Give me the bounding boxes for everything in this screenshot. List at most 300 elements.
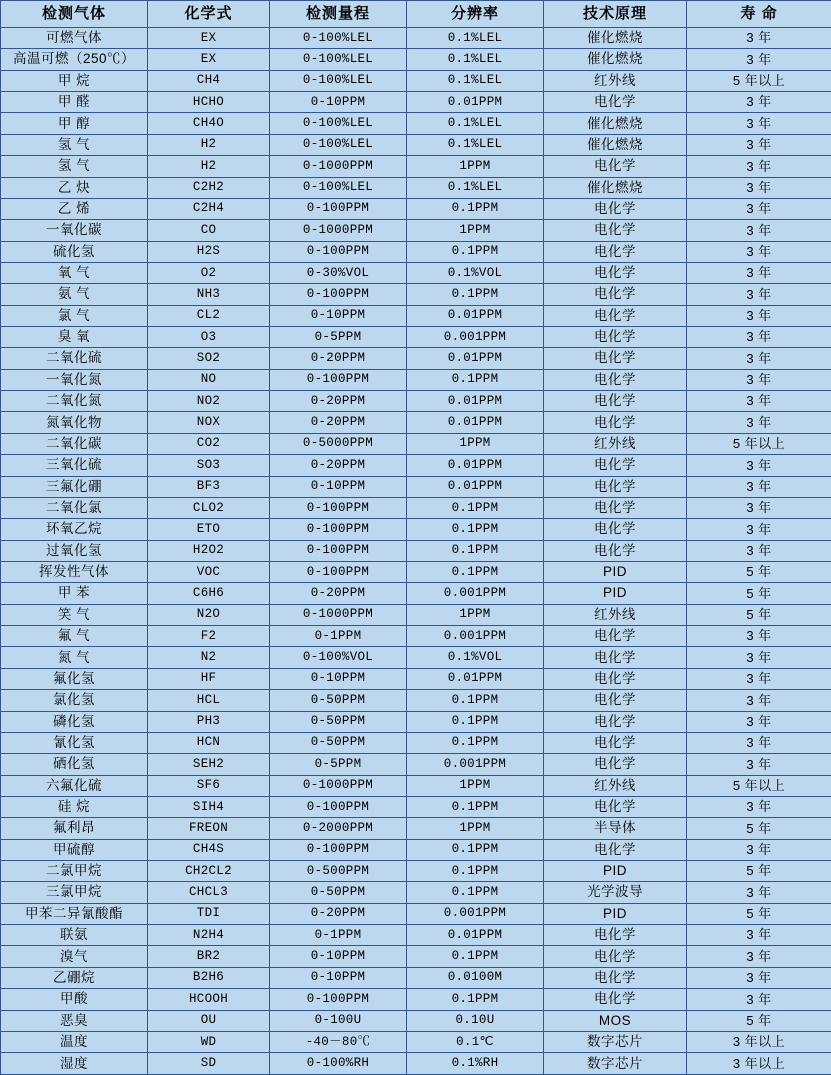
cell-detection-range: 0-100%RH <box>270 1053 407 1075</box>
table-row <box>1 561 831 582</box>
cell-gas-name: 二氧化碳 <box>1 433 148 454</box>
cell-lifetime: 3 年 <box>687 327 831 348</box>
cell-technical-principle: 光学波导 <box>544 882 687 903</box>
cell-technical-principle: 电化学 <box>544 626 687 647</box>
cell-detection-range: 0-10PPM <box>270 92 407 113</box>
cell-gas-name: 氟利昂 <box>1 818 148 839</box>
table-row <box>1 391 831 412</box>
cell-lifetime: 3 年 <box>687 134 831 155</box>
table-row <box>1 92 831 113</box>
cell-technical-principle: 电化学 <box>544 690 687 711</box>
cell-technical-principle: 电化学 <box>544 92 687 113</box>
cell-detection-range: 0-1PPM <box>270 925 407 946</box>
table-row <box>1 1010 831 1031</box>
cell-lifetime: 3 年 <box>687 284 831 305</box>
cell-detection-range: 0-100PPM <box>270 497 407 518</box>
cell-gas-name: 氰化氢 <box>1 732 148 753</box>
cell-detection-range: 0-100PPM <box>270 198 407 219</box>
cell-resolution: 0.1PPM <box>407 732 544 753</box>
cell-detection-range: 0-100%LEL <box>270 134 407 155</box>
cell-resolution: 0.1PPM <box>407 561 544 582</box>
cell-gas-name: 乙硼烷 <box>1 967 148 988</box>
table-row <box>1 1031 831 1052</box>
table-row <box>1 903 831 924</box>
cell-technical-principle: 电化学 <box>544 241 687 262</box>
cell-technical-principle: 红外线 <box>544 70 687 91</box>
cell-gas-name: 甲苯二异氰酸酯 <box>1 903 148 924</box>
cell-detection-range: 0-50PPM <box>270 882 407 903</box>
cell-technical-principle: 催化燃烧 <box>544 134 687 155</box>
cell-lifetime: 3 年 <box>687 668 831 689</box>
cell-lifetime: 5 年 <box>687 861 831 882</box>
table-row <box>1 540 831 561</box>
cell-resolution: 0.1%LEL <box>407 113 544 134</box>
table-row <box>1 1053 831 1075</box>
cell-technical-principle: PID <box>544 561 687 582</box>
cell-lifetime: 3 年以上 <box>687 1053 831 1075</box>
cell-resolution: 1PPM <box>407 775 544 796</box>
cell-lifetime: 3 年 <box>687 262 831 283</box>
cell-gas-name: 笑 气 <box>1 604 148 625</box>
cell-chemical-formula: OU <box>148 1010 270 1031</box>
cell-gas-name: 臭 氧 <box>1 327 148 348</box>
cell-detection-range: 0-10PPM <box>270 476 407 497</box>
cell-detection-range: 0-1PPM <box>270 626 407 647</box>
cell-resolution: 0.01PPM <box>407 305 544 326</box>
cell-technical-principle: 电化学 <box>544 476 687 497</box>
cell-chemical-formula: FREON <box>148 818 270 839</box>
cell-technical-principle: 电化学 <box>544 839 687 860</box>
cell-technical-principle: 电化学 <box>544 925 687 946</box>
cell-detection-range: 0-100%VOL <box>270 647 407 668</box>
table-row <box>1 967 831 988</box>
cell-gas-name: 甲 醛 <box>1 92 148 113</box>
cell-chemical-formula: EX <box>148 49 270 70</box>
cell-chemical-formula: CO <box>148 220 270 241</box>
cell-technical-principle: 电化学 <box>544 519 687 540</box>
cell-gas-name: 氯 气 <box>1 305 148 326</box>
cell-resolution: 0.1PPM <box>407 711 544 732</box>
cell-lifetime: 3 年 <box>687 925 831 946</box>
cell-resolution: 0.1PPM <box>407 989 544 1010</box>
cell-chemical-formula: NOX <box>148 412 270 433</box>
cell-resolution: 1PPM <box>407 220 544 241</box>
cell-resolution: 0.1℃ <box>407 1031 544 1052</box>
cell-detection-range: 0-10PPM <box>270 946 407 967</box>
table-row <box>1 690 831 711</box>
cell-detection-range: 0-100%LEL <box>270 113 407 134</box>
cell-resolution: 0.1%VOL <box>407 262 544 283</box>
cell-technical-principle: PID <box>544 861 687 882</box>
cell-gas-name: 硫化氢 <box>1 241 148 262</box>
cell-lifetime: 5 年 <box>687 903 831 924</box>
cell-gas-name: 环氧乙烷 <box>1 519 148 540</box>
cell-gas-name: 磷化氢 <box>1 711 148 732</box>
table-row <box>1 262 831 283</box>
cell-technical-principle: 电化学 <box>544 540 687 561</box>
cell-gas-name: 甲 烷 <box>1 70 148 91</box>
cell-technical-principle: PID <box>544 583 687 604</box>
cell-gas-name: 高温可燃（250℃） <box>1 49 148 70</box>
cell-lifetime: 3 年 <box>687 220 831 241</box>
cell-technical-principle: 电化学 <box>544 732 687 753</box>
cell-technical-principle: 电化学 <box>544 946 687 967</box>
table-row <box>1 775 831 796</box>
cell-lifetime: 3 年 <box>687 113 831 134</box>
cell-lifetime: 3 年 <box>687 732 831 753</box>
cell-technical-principle: 电化学 <box>544 754 687 775</box>
cell-gas-name: 二氯甲烷 <box>1 861 148 882</box>
cell-resolution: 0.01PPM <box>407 92 544 113</box>
cell-detection-range: 0-20PPM <box>270 348 407 369</box>
cell-resolution: 1PPM <box>407 433 544 454</box>
cell-resolution: 0.1%LEL <box>407 134 544 155</box>
cell-detection-range: 0-20PPM <box>270 455 407 476</box>
cell-lifetime: 3 年 <box>687 711 831 732</box>
cell-chemical-formula: HCOOH <box>148 989 270 1010</box>
cell-technical-principle: PID <box>544 903 687 924</box>
cell-detection-range: 0-100%LEL <box>270 49 407 70</box>
cell-chemical-formula: CL2 <box>148 305 270 326</box>
cell-chemical-formula: CHCL3 <box>148 882 270 903</box>
cell-chemical-formula: C2H4 <box>148 198 270 219</box>
cell-gas-name: 二氧化硫 <box>1 348 148 369</box>
cell-resolution: 0.1PPM <box>407 519 544 540</box>
cell-lifetime: 3 年 <box>687 882 831 903</box>
cell-technical-principle: 半导体 <box>544 818 687 839</box>
cell-gas-name: 氧 气 <box>1 262 148 283</box>
table-row <box>1 861 831 882</box>
cell-technical-principle: 催化燃烧 <box>544 49 687 70</box>
cell-technical-principle: 电化学 <box>544 711 687 732</box>
cell-gas-name: 恶臭 <box>1 1010 148 1031</box>
cell-resolution: 1PPM <box>407 156 544 177</box>
cell-gas-name: 氢 气 <box>1 134 148 155</box>
cell-detection-range: 0-100U <box>270 1010 407 1031</box>
cell-detection-range: 0-500PPM <box>270 861 407 882</box>
table-row <box>1 284 831 305</box>
column-header-resolution: 分辨率 <box>407 1 544 28</box>
cell-gas-name: 氟 气 <box>1 626 148 647</box>
cell-chemical-formula: SO2 <box>148 348 270 369</box>
cell-lifetime: 3 年 <box>687 241 831 262</box>
cell-detection-range: 0-1000PPM <box>270 220 407 241</box>
cell-gas-name: 六氟化硫 <box>1 775 148 796</box>
cell-lifetime: 3 年 <box>687 369 831 390</box>
cell-resolution: 0.1PPM <box>407 796 544 817</box>
cell-lifetime: 5 年 <box>687 561 831 582</box>
table-row <box>1 839 831 860</box>
table-row <box>1 177 831 198</box>
cell-resolution: 0.1%LEL <box>407 70 544 91</box>
cell-chemical-formula: EX <box>148 28 270 49</box>
cell-technical-principle: 电化学 <box>544 989 687 1010</box>
cell-chemical-formula: H2O2 <box>148 540 270 561</box>
table-row <box>1 989 831 1010</box>
cell-lifetime: 3 年 <box>687 540 831 561</box>
cell-detection-range: 0-100%LEL <box>270 28 407 49</box>
cell-detection-range: 0-1000PPM <box>270 156 407 177</box>
cell-gas-name: 甲硫醇 <box>1 839 148 860</box>
cell-chemical-formula: CLO2 <box>148 497 270 518</box>
cell-detection-range: 0-20PPM <box>270 903 407 924</box>
cell-detection-range: 0-5PPM <box>270 327 407 348</box>
cell-chemical-formula: O3 <box>148 327 270 348</box>
cell-chemical-formula: ETO <box>148 519 270 540</box>
cell-gas-name: 氮氧化物 <box>1 412 148 433</box>
cell-chemical-formula: CO2 <box>148 433 270 454</box>
cell-lifetime: 3 年 <box>687 348 831 369</box>
table-body <box>1 28 831 1075</box>
cell-detection-range: 0-10PPM <box>270 305 407 326</box>
cell-lifetime: 3 年 <box>687 796 831 817</box>
cell-resolution: 1PPM <box>407 818 544 839</box>
cell-gas-name: 乙 烯 <box>1 198 148 219</box>
cell-lifetime: 3 年 <box>687 967 831 988</box>
cell-lifetime: 3 年 <box>687 989 831 1010</box>
table-row <box>1 156 831 177</box>
cell-resolution: 0.1PPM <box>407 241 544 262</box>
cell-chemical-formula: BR2 <box>148 946 270 967</box>
cell-lifetime: 3 年 <box>687 198 831 219</box>
cell-gas-name: 三氟化硼 <box>1 476 148 497</box>
cell-technical-principle: 电化学 <box>544 284 687 305</box>
cell-resolution: 0.001PPM <box>407 327 544 348</box>
cell-gas-name: 硅 烷 <box>1 796 148 817</box>
cell-resolution: 0.1%VOL <box>407 647 544 668</box>
table-row <box>1 604 831 625</box>
cell-lifetime: 3 年 <box>687 626 831 647</box>
cell-gas-name: 温度 <box>1 1031 148 1052</box>
cell-gas-name: 三氯甲烷 <box>1 882 148 903</box>
cell-chemical-formula: F2 <box>148 626 270 647</box>
table-row <box>1 220 831 241</box>
cell-detection-range: 0-100PPM <box>270 540 407 561</box>
cell-detection-range: 0-5000PPM <box>270 433 407 454</box>
cell-technical-principle: 电化学 <box>544 412 687 433</box>
cell-lifetime: 3 年 <box>687 156 831 177</box>
cell-chemical-formula: C2H2 <box>148 177 270 198</box>
cell-resolution: 0.0100M <box>407 967 544 988</box>
cell-technical-principle: 红外线 <box>544 433 687 454</box>
table-row <box>1 668 831 689</box>
column-header-principle: 技术原理 <box>544 1 687 28</box>
cell-lifetime: 5 年 <box>687 1010 831 1031</box>
cell-gas-name: 挥发性气体 <box>1 561 148 582</box>
cell-chemical-formula: H2 <box>148 134 270 155</box>
cell-detection-range: 0-100PPM <box>270 989 407 1010</box>
cell-resolution: 0.01PPM <box>407 348 544 369</box>
table-row <box>1 198 831 219</box>
cell-chemical-formula: N2 <box>148 647 270 668</box>
cell-chemical-formula: NO2 <box>148 391 270 412</box>
cell-detection-range: 0-20PPM <box>270 391 407 412</box>
cell-resolution: 0.1PPM <box>407 284 544 305</box>
cell-technical-principle: 催化燃烧 <box>544 177 687 198</box>
cell-technical-principle: 电化学 <box>544 455 687 476</box>
cell-gas-name: 氮 气 <box>1 647 148 668</box>
cell-chemical-formula: B2H6 <box>148 967 270 988</box>
cell-lifetime: 3 年 <box>687 412 831 433</box>
table-row <box>1 754 831 775</box>
cell-detection-range: 0-100PPM <box>270 519 407 540</box>
cell-lifetime: 3 年 <box>687 92 831 113</box>
cell-lifetime: 5 年 <box>687 818 831 839</box>
table-row <box>1 647 831 668</box>
cell-resolution: 0.1PPM <box>407 540 544 561</box>
cell-lifetime: 3 年 <box>687 476 831 497</box>
column-header-range: 检测量程 <box>270 1 407 28</box>
cell-detection-range: -40－80℃ <box>270 1031 407 1052</box>
cell-lifetime: 3 年 <box>687 519 831 540</box>
cell-resolution: 0.01PPM <box>407 476 544 497</box>
cell-chemical-formula: CH4O <box>148 113 270 134</box>
cell-resolution: 0.10U <box>407 1010 544 1031</box>
cell-technical-principle: 电化学 <box>544 327 687 348</box>
cell-lifetime: 5 年 <box>687 604 831 625</box>
cell-detection-range: 0-100%LEL <box>270 70 407 91</box>
cell-detection-range: 0-10PPM <box>270 668 407 689</box>
cell-gas-name: 二氧化氮 <box>1 391 148 412</box>
cell-gas-name: 湿度 <box>1 1053 148 1075</box>
cell-technical-principle: 电化学 <box>544 668 687 689</box>
cell-chemical-formula: HF <box>148 668 270 689</box>
cell-detection-range: 0-5PPM <box>270 754 407 775</box>
cell-technical-principle: 电化学 <box>544 796 687 817</box>
table-row <box>1 433 831 454</box>
cell-gas-name: 氯化氢 <box>1 690 148 711</box>
cell-chemical-formula: SO3 <box>148 455 270 476</box>
cell-resolution: 0.001PPM <box>407 754 544 775</box>
cell-detection-range: 0-100PPM <box>270 241 407 262</box>
cell-lifetime: 3 年 <box>687 28 831 49</box>
cell-lifetime: 3 年 <box>687 455 831 476</box>
cell-chemical-formula: TDI <box>148 903 270 924</box>
cell-detection-range: 0-100PPM <box>270 284 407 305</box>
cell-lifetime: 3 年 <box>687 391 831 412</box>
cell-chemical-formula: SD <box>148 1053 270 1075</box>
cell-technical-principle: 催化燃烧 <box>544 113 687 134</box>
cell-lifetime: 3 年 <box>687 177 831 198</box>
cell-chemical-formula: NH3 <box>148 284 270 305</box>
cell-resolution: 1PPM <box>407 604 544 625</box>
cell-resolution: 0.1PPM <box>407 861 544 882</box>
cell-technical-principle: MOS <box>544 1010 687 1031</box>
cell-lifetime: 5 年以上 <box>687 70 831 91</box>
cell-gas-name: 甲酸 <box>1 989 148 1010</box>
cell-resolution: 0.1%LEL <box>407 28 544 49</box>
cell-gas-name: 甲 醇 <box>1 113 148 134</box>
cell-detection-range: 0-100PPM <box>270 839 407 860</box>
cell-resolution: 0.1PPM <box>407 882 544 903</box>
cell-resolution: 0.1PPM <box>407 690 544 711</box>
table-row <box>1 882 831 903</box>
table-row <box>1 925 831 946</box>
cell-chemical-formula: N2O <box>148 604 270 625</box>
cell-chemical-formula: SF6 <box>148 775 270 796</box>
column-header-formula: 化学式 <box>148 1 270 28</box>
column-header-lifetime: 寿 命 <box>687 1 831 28</box>
cell-chemical-formula: CH4S <box>148 839 270 860</box>
cell-resolution: 0.1PPM <box>407 946 544 967</box>
cell-resolution: 0.1%LEL <box>407 177 544 198</box>
cell-resolution: 0.1%LEL <box>407 49 544 70</box>
cell-gas-name: 可燃气体 <box>1 28 148 49</box>
table-row <box>1 70 831 91</box>
cell-chemical-formula: H2S <box>148 241 270 262</box>
cell-technical-principle: 数字芯片 <box>544 1053 687 1075</box>
cell-technical-principle: 电化学 <box>544 262 687 283</box>
cell-chemical-formula: N2H4 <box>148 925 270 946</box>
table-row <box>1 455 831 476</box>
cell-chemical-formula: HCHO <box>148 92 270 113</box>
cell-gas-name: 溴气 <box>1 946 148 967</box>
cell-chemical-formula: VOC <box>148 561 270 582</box>
table-row <box>1 796 831 817</box>
cell-technical-principle: 电化学 <box>544 348 687 369</box>
cell-resolution: 0.001PPM <box>407 626 544 647</box>
cell-detection-range: 0-100PPM <box>270 369 407 390</box>
cell-detection-range: 0-50PPM <box>270 711 407 732</box>
cell-detection-range: 0-1000PPM <box>270 604 407 625</box>
cell-gas-name: 三氧化硫 <box>1 455 148 476</box>
cell-gas-name: 联氨 <box>1 925 148 946</box>
table-row <box>1 476 831 497</box>
cell-resolution: 0.01PPM <box>407 668 544 689</box>
cell-lifetime: 5 年 <box>687 583 831 604</box>
cell-technical-principle: 电化学 <box>544 220 687 241</box>
table-row <box>1 412 831 433</box>
cell-gas-name: 氟化氢 <box>1 668 148 689</box>
cell-lifetime: 3 年 <box>687 305 831 326</box>
table-row <box>1 497 831 518</box>
table-row <box>1 113 831 134</box>
cell-lifetime: 3 年 <box>687 647 831 668</box>
cell-technical-principle: 电化学 <box>544 647 687 668</box>
cell-technical-principle: 电化学 <box>544 156 687 177</box>
cell-technical-principle: 电化学 <box>544 967 687 988</box>
cell-resolution: 0.001PPM <box>407 583 544 604</box>
table-row <box>1 711 831 732</box>
cell-resolution: 0.01PPM <box>407 925 544 946</box>
cell-chemical-formula: HCL <box>148 690 270 711</box>
cell-technical-principle: 红外线 <box>544 604 687 625</box>
cell-lifetime: 5 年以上 <box>687 775 831 796</box>
table-row <box>1 49 831 70</box>
table-row <box>1 28 831 49</box>
cell-technical-principle: 电化学 <box>544 198 687 219</box>
cell-detection-range: 0-10PPM <box>270 967 407 988</box>
cell-chemical-formula: C6H6 <box>148 583 270 604</box>
cell-lifetime: 3 年 <box>687 690 831 711</box>
cell-lifetime: 3 年 <box>687 497 831 518</box>
cell-chemical-formula: CH4 <box>148 70 270 91</box>
cell-chemical-formula: SIH4 <box>148 796 270 817</box>
cell-detection-range: 0-30%VOL <box>270 262 407 283</box>
cell-gas-name: 硒化氢 <box>1 754 148 775</box>
cell-gas-name: 一氧化氮 <box>1 369 148 390</box>
table-row <box>1 305 831 326</box>
cell-resolution: 0.1PPM <box>407 497 544 518</box>
table-row <box>1 818 831 839</box>
cell-gas-name: 甲 苯 <box>1 583 148 604</box>
cell-gas-name: 氢 气 <box>1 156 148 177</box>
table-row <box>1 946 831 967</box>
cell-lifetime: 5 年以上 <box>687 433 831 454</box>
cell-detection-range: 0-100PPM <box>270 561 407 582</box>
cell-chemical-formula: CH2CL2 <box>148 861 270 882</box>
cell-resolution: 0.001PPM <box>407 903 544 924</box>
